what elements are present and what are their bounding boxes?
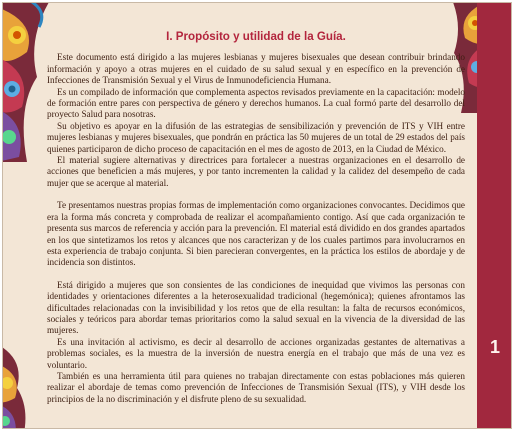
page-title: I. Propósito y utilidad de la Guía. (166, 30, 346, 43)
paragraph: Está dirigido a mujeres que son consientes de las condiciones de inequidad que vivimos las personas con identidades y orientaciones diferentes a la heterosexualidad tradicional (hegemónica); quienes afrontamos las dificultades relacionadas con la invisibilidad y los retos que de ella resultan: la falta de recursos económicos, sociales y teóricos para abordar temas prioritarios como la salud sexual en la vivencia de la diversidad de las mujeres. (47, 279, 465, 336)
document-page (2, 2, 512, 429)
accent-band (477, 3, 511, 428)
page-number: 1 (489, 337, 500, 357)
paragraph: Este documento está dirigido a las mujeres lesbianas y mujeres bisexuales que desean contribuir brindando información y apoyo a otras mujeres en el cuidado de su salud sexual y en específico en la prevención de Infecciones de Transmisión Sexual y el Virus de Inmunodeficiencia Humana. (47, 52, 465, 86)
paragraph: Es una invitación al activismo, es decir al desarrollo de acciones organizadas gestantes de alternativas a problemas sociales, es la muestra de la inversión de nuestra energía en el trabajo que más de una vez es voluntario. (47, 336, 465, 370)
document-content (47, 9, 465, 405)
paragraph: También es una herramienta útil para quienes no trabajan directamente con estas poblaciones más quieren realizar el abordaje de temas como prevención de Infecciones de Transmisión Sexual (ITS), y VIH desde los principios de la no discriminación y el disfrute pleno de su sexualidad. (47, 370, 465, 404)
paragraph: Es un compilado de información que complementa aspectos revisados previamente en la capacitación: modelo de formación entre pares con perspectiva de género y derechos humanos. La cual formó parte del desarrollo del proyecto Salud para nosotras. (47, 86, 465, 120)
paragraph: El material sugiere alternativas y directrices para fortalecer a nuestras organizaciones en el desarrollo de acciones que beneficien a más mujeres, y por tanto incrementen la calidad y la calidez del desempeño de cada mujer que se acerque al material. (47, 155, 465, 188)
paragraph: Te presentamos nuestras propias formas de implementación como organizaciones convocantes. Decidimos que era la forma más concreta y comprobada de realizar el acompañamiento contigo. Así que cada organización te presenta sus marcos de referencia y acción para la prevención. El material está dividido en dos grandes apartados en los que sintetizamos los retos y alcances que nos caracterizan y de los cuales partimos para involucrarnos en esta experiencia de trabajo conjunta. Si bien parecieran convergentes, en la práctica los estilos de abordaje y de incidencia son distintos. (47, 200, 465, 268)
paragraph: Su objetivo es apoyar en la difusión de las estrategias de sensibilización y prevención de ITS y VIH entre mujeres lesbianas y mujeres bisexuales, que pondrán en práctica las 50 mujeres de un total de 29 estados del país quienes participaron de dicho proceso de capacitación en el mes de agosto de 2013, en la Ciudad de México. (47, 120, 465, 154)
